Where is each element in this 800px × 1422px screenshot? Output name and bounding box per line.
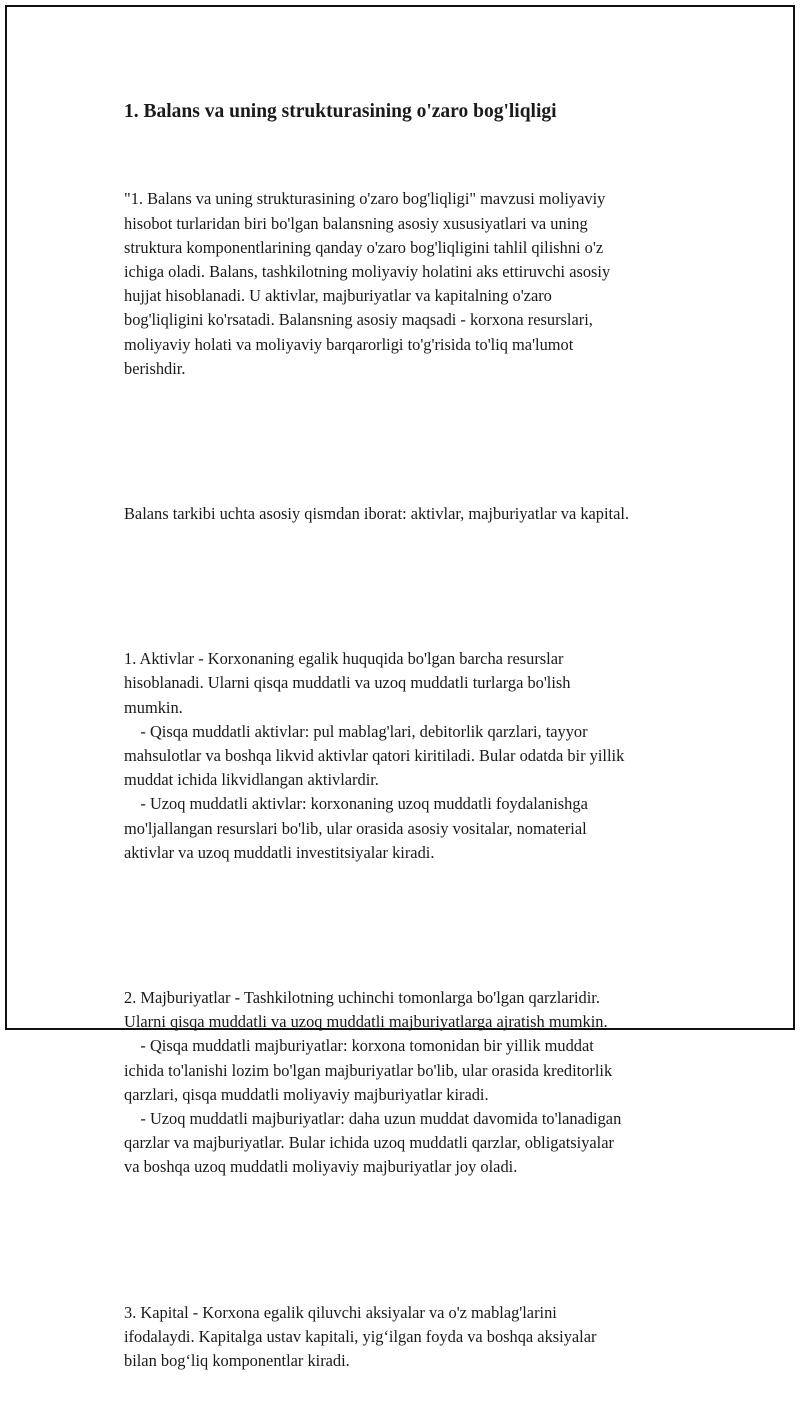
document-text: [124, 139, 704, 1422]
paragraph-liabilities: 2. Majburiyatlar - Tashkilotning uchinchi tomonlarga bo'lgan qarzlaridir. Ularni qisqa muddatli va uzoq muddatli majburiyatlarga ajratish mumkin. - Qisqa muddatli majburiyatlar: korxona tomonidan bir yillik muddat ichida to'lanishi lozim bo'lgan majburiyatlar bo'lib, ular orasida kreditorlik qarzlari, qisqa muddatli moliyaviy majburiyatlar kiradi. - Uzoq muddatli majburiyatlar: daha uzun muddat davomida to'lanadigan qarzlar va majburiyatlar. Bular ichida uzoq muddatli qarzlar, obligatsiyalar va boshqa uzoq muddatli moliyaviy majburiyatlar joy oladi.: [124, 988, 622, 1177]
paragraph-gap: [124, 429, 704, 453]
paragraph-intro: "1. Balans va uning strukturasining o'zaro bog'liqligi" mavzusi moliyaviy hisobot turlaridan biri bo'lgan balansning asosiy xususiyatlari va uning struktura komponentlarining qanday o'zaro bog'liqligini tahlil qilishni o'z ichiga oladi. Balans, tashkilotning moliyaviy holatini aks ettiruvchi asosiy hujjat hisoblanadi. U aktivlar, majburiyatlar va kapitalning o'zaro bog'liqligini ko'rsatadi. Balansning asosiy maqsadi - korxona resurslari, moliyaviy holati va moliyaviy barqarorligi to'g'risida to'liq ma'lumot berishdir.: [124, 189, 611, 378]
paragraph-structure: Balans tarkibi uchta asosiy qismdan iborat: aktivlar, majburiyatlar va kapital.: [124, 504, 630, 524]
document-title: 1. Balans va uning strukturasining o'zaro bog'liqligi: [124, 101, 557, 122]
paragraph-gap: [124, 913, 704, 937]
document-body: [124, 99, 704, 1422]
paragraph-capital: 3. Kapital - Korxona egalik qiluvchi aksiyalar va o'z mablag'larini ifodalaydi. Kapitalga ustav kapitali, yig‘ilgan foyda va boshqa aksiyalar bilan bog‘liq komponentlar kiradi.: [124, 1302, 597, 1371]
page-frame: [5, 5, 795, 1371]
paragraph-gap: [124, 575, 704, 599]
paragraph-gap: [124, 1228, 704, 1252]
paragraph-assets: 1. Aktivlar - Korxonaning egalik huquqida bo'lgan barcha resurslar hisoblanadi. Ularni qisqa muddatli va uzoq muddatli turlarga bo'lish mumkin. - Qisqa muddatli aktivlar: pul mablag'lari, debitorlik qarzlari, tayyor mahsulotlar va boshqa likvid aktivlar qatori kiritiladi. Bular odatda bir yillik muddat ichida likvidlangan aktivlardir. - Uzoq muddatli aktivlar: korxonaning uzoq muddatli foydalanishga mo'ljallangan resurslari bo'lib, ular orasida asosiy vositalar, nomaterial aktivlar va uzoq muddatli investitsiyalar kiradi.: [124, 649, 625, 862]
